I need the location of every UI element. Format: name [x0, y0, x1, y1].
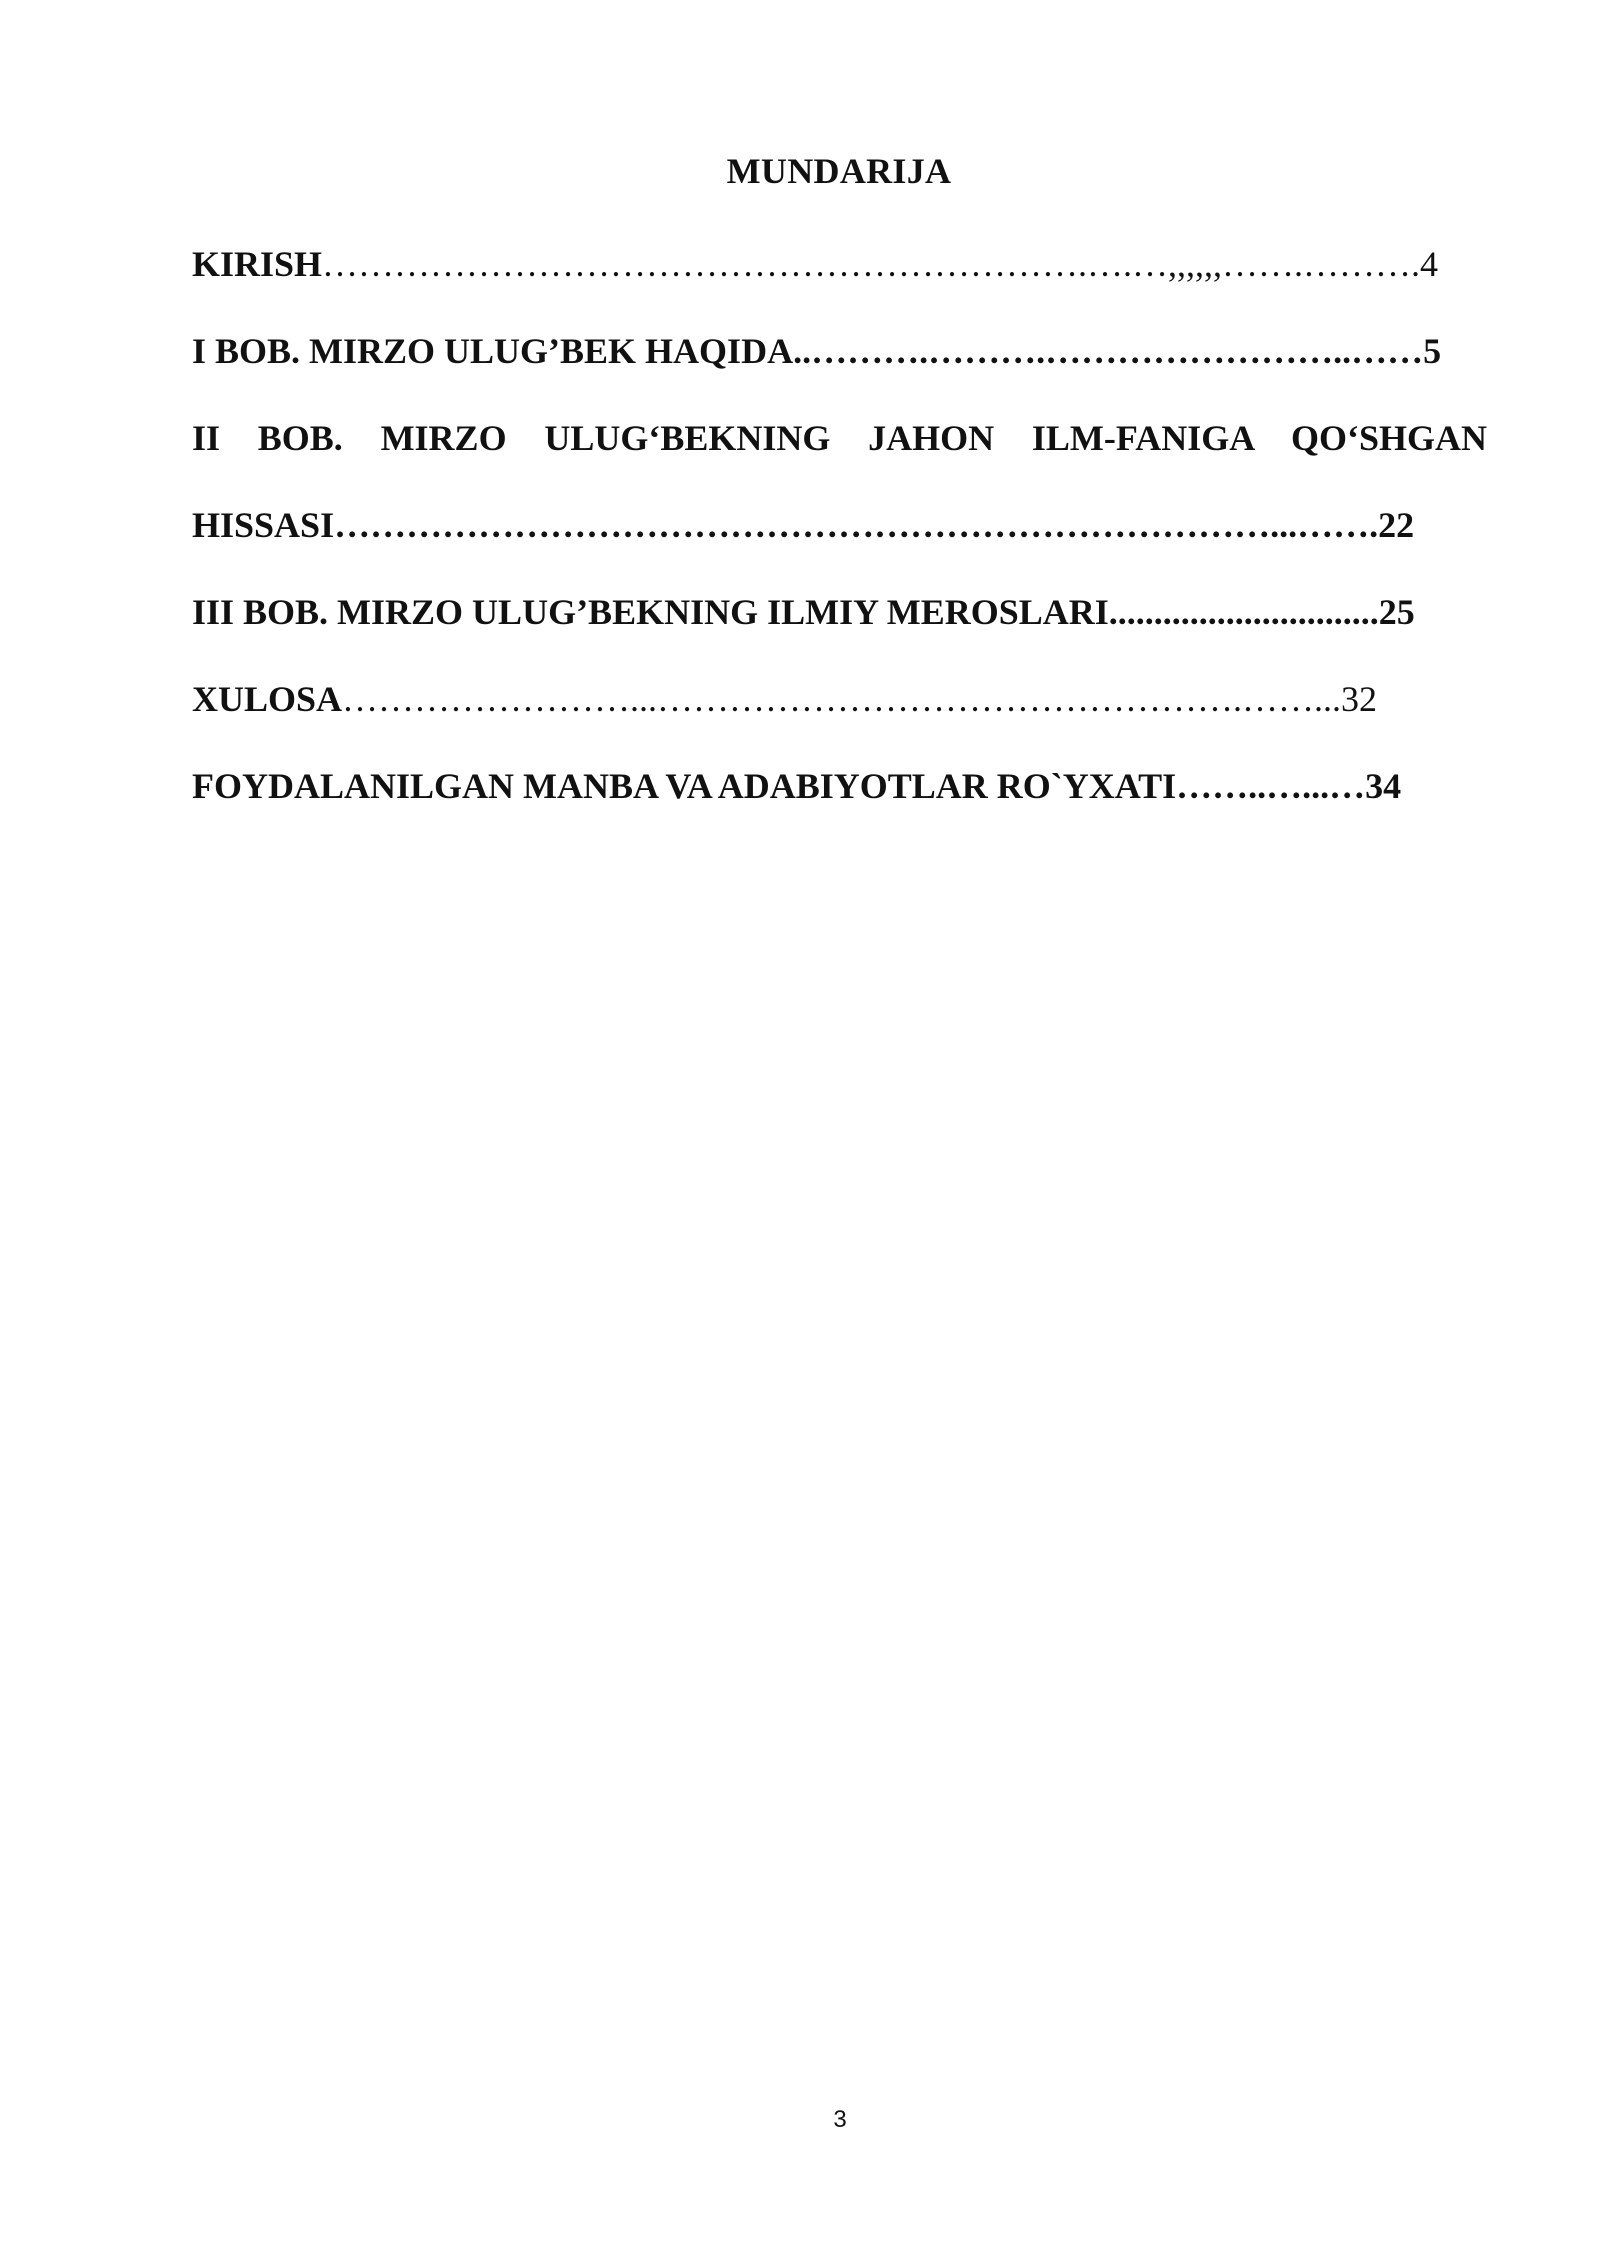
- toc-entry-introduction: [192, 242, 1438, 286]
- toc-entry-chapter-2-continuation: [192, 503, 1414, 547]
- toc-entry-leader: ……………………...………………………………………….……...: [342, 679, 1342, 719]
- toc-entry-leader: ..............................: [1108, 592, 1379, 632]
- toc-entry-leader: ..……….……….……………………..……: [793, 331, 1424, 371]
- toc-entry-chapter-2-title: II BOB. MIRZO ULUG‘BEKNING JAHON ILM-FANIGA QO‘SHGAN: [192, 418, 1487, 458]
- toc-entry-leader: ……………………………………………………….….…,,,,,,…….………: [322, 244, 1412, 284]
- toc-entry-chapter-3: [192, 590, 1415, 634]
- toc-entry-page: 5: [1423, 331, 1442, 371]
- toc-entry-page: .4: [1411, 244, 1439, 284]
- toc-entry-references: [192, 764, 1401, 808]
- page-number: 3: [833, 2106, 847, 2133]
- toc-entry-leader: ……………………………………………………………………...…….: [334, 505, 1379, 545]
- toc-entry-title: FOYDALANILGAN MANBA VA ADABIYOTLAR RO`YXATI: [192, 766, 1177, 806]
- toc-heading: MUNDARIJA: [726, 151, 952, 191]
- toc-entry-title: KIRISH: [192, 244, 323, 284]
- toc-entry-title: I BOB. MIRZO ULUG’BEK HAQIDA: [192, 331, 794, 371]
- toc-entry-page: 34: [1365, 766, 1402, 806]
- toc-entry-conclusion: [192, 677, 1377, 721]
- toc-entry-title: HISSASI: [192, 505, 335, 545]
- toc-entry-leader: ……..…...…: [1176, 766, 1366, 806]
- toc-entry-page: 25: [1378, 592, 1415, 632]
- toc-entry-page: 22: [1378, 505, 1415, 545]
- toc-entry-page: 32: [1341, 679, 1378, 719]
- toc-entry-title: III BOB. MIRZO ULUG’BEKNING ILMIY MEROSLARI: [192, 592, 1109, 632]
- toc-entry-chapter-1: [192, 329, 1441, 373]
- toc-entry-title: XULOSA: [192, 679, 343, 719]
